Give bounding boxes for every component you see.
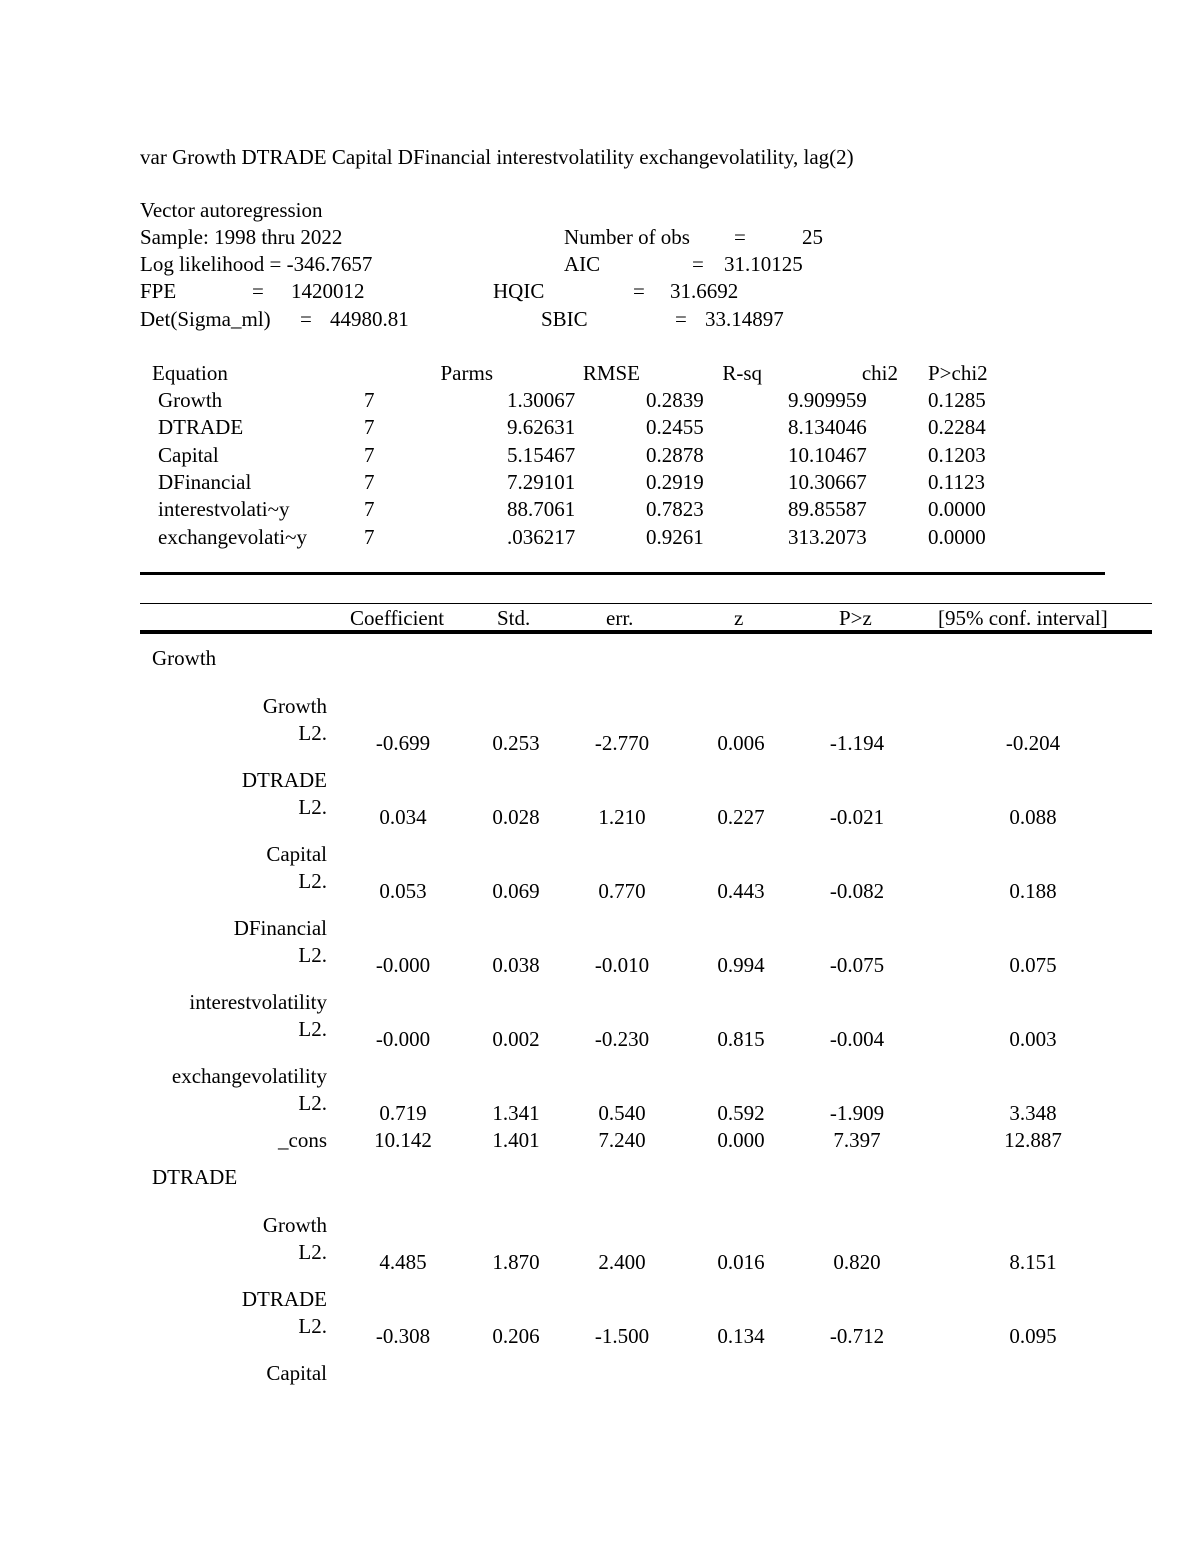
hqic-value: 31.6692 [670,279,739,303]
regressor-name: interestvolatility [189,990,327,1014]
sbic-eq: = [675,307,687,331]
coef-value: 7.240 [598,1128,646,1152]
coef-header-cell: err. [606,606,634,630]
equation-name: DTRADE [152,1165,238,1189]
coef-value: 7.397 [833,1128,881,1152]
eq-table-cell: 7 [364,442,375,467]
det-value: 44980.81 [330,307,409,331]
eq-table-cell: 0.2455 [646,415,704,440]
eq-table-row-name: DFinancial [158,469,252,494]
eq-table-cell: 8.134046 [788,415,867,440]
coef-value: 0.095 [1009,1324,1057,1348]
coef-value: 0.994 [717,953,765,977]
coef-header-cell: Std. [497,606,531,630]
coef-header-cell: Coefficient [350,606,445,630]
eq-table-cell: 0.1123 [928,469,985,494]
eq-table-header: Equation [152,361,228,385]
eq-table-row-name: interestvolati~y [158,497,290,522]
coef-value: 0.227 [717,805,765,829]
lag-label: L2. [298,869,327,893]
regressor-name: Capital [266,842,327,866]
eq-table-cell: 10.30667 [788,469,867,494]
eq-table-row-name: DTRADE [158,415,244,440]
coef-value: -2.770 [594,731,650,755]
coef-value: 0.006 [717,731,765,755]
eq-table-cell: 7 [364,469,375,494]
coef-value: 0.253 [492,731,540,755]
eq-table-cell: 7 [364,388,375,412]
eq-table-cell: 9.62631 [507,415,576,440]
eq-table-cell: 9.909959 [788,388,867,412]
lag-label: L2. [298,1091,327,1115]
nobs-value: 25 [802,225,823,249]
eq-table-cell: 0.1285 [928,388,986,412]
lag-label: L2. [298,1314,327,1338]
sample-period: Sample: 1998 thru 2022 [140,225,343,249]
eq-table-cell: 10.10467 [788,442,867,467]
det-label: Det(Sigma_ml) [140,307,271,331]
section-divider [140,572,1105,575]
coef-value: 0.443 [717,879,765,903]
coef-table-header-rule [140,630,1152,634]
eq-table-cell: 0.2878 [646,442,704,467]
coef-value: 0.028 [492,805,540,829]
fpe-value: 1420012 [291,279,365,303]
coef-value: 1.341 [492,1101,540,1125]
coef-value: -0.204 [1005,731,1061,755]
coef-value: 0.069 [492,879,540,903]
coef-value: -0.082 [829,879,885,903]
coef-header-cell: z [734,606,744,630]
coef-value: -0.075 [829,953,885,977]
coef-value: 0.053 [379,879,427,903]
eq-table-header: RMSE [582,361,640,385]
eq-table-cell: 0.7823 [646,497,704,522]
eq-table-cell: 0.1203 [928,442,986,467]
eq-table-cell: 1.30067 [507,388,576,412]
coef-value: 3.348 [1009,1101,1057,1125]
eq-table-row-name: Capital [158,442,219,467]
regressor-name: exchangevolatility [171,1064,327,1088]
coef-value: 0.034 [379,805,427,829]
coef-header-cell: [95% conf. interval] [938,606,1108,630]
hqic-label: HQIC [493,279,545,303]
command-line: var Growth DTRADE Capital DFinancial interestvolatility exchangevolatility, lag(2) [140,145,854,169]
coef-value: 1.870 [492,1250,540,1274]
coef-value: 0.075 [1009,953,1057,977]
eq-table-cell: 0.0000 [928,497,986,522]
coef-value: -1.194 [829,731,885,755]
coef-value: 0.038 [492,953,540,977]
eq-table-header: Parms [440,361,493,385]
coef-value: 0.719 [379,1101,427,1125]
coef-value: 0.188 [1009,879,1057,903]
regressor-name: DTRADE [241,1287,327,1311]
coef-value: 0.134 [717,1324,765,1348]
eq-table-cell: 0.2919 [646,469,704,494]
eq-table-row-name: exchangevolati~y [158,524,307,549]
coef-header-cell: P>z [839,606,872,630]
aic-value: 31.10125 [724,252,803,276]
coef-value: 10.142 [374,1128,432,1152]
eq-table-cell: 7.29101 [507,469,576,494]
coef-value: -1.909 [829,1101,885,1125]
coef-value: -1.500 [594,1324,650,1348]
coef-value: 1.210 [598,805,646,829]
coef-value: 12.887 [1004,1128,1062,1152]
coef-table-top-rule [140,603,1152,604]
eq-table-cell: 0.9261 [646,524,704,549]
eq-table-header: P>chi2 [928,361,988,385]
coef-value: -0.699 [375,731,431,755]
eq-table-header: chi2 [861,361,898,385]
eq-table-cell: 313.2073 [788,524,867,549]
eq-table-cell: .036217 [507,524,576,549]
coef-value: 0.002 [492,1027,540,1051]
eq-table-cell: 5.15467 [507,442,576,467]
cons-label: _cons [278,1128,327,1152]
coef-value: -0.000 [375,1027,431,1051]
coef-value: 0.592 [717,1101,765,1125]
lag-label: L2. [298,721,327,745]
sbic-label: SBIC [541,307,588,331]
regressor-name: DFinancial [233,916,327,940]
eq-table-row-name: Growth [158,388,223,412]
lag-label: L2. [298,1017,327,1041]
coef-value: 2.400 [598,1250,646,1274]
coef-value: 0.540 [598,1101,646,1125]
aic-eq: = [692,252,704,276]
eq-table-cell: 0.0000 [928,524,986,549]
eq-table-cell: 0.2839 [646,388,704,412]
coef-value: 4.485 [379,1250,427,1274]
coef-value: 0.820 [833,1250,881,1274]
fpe-eq: = [252,279,264,303]
coef-value: -0.000 [375,953,431,977]
fpe-label: FPE [140,279,177,303]
log-likelihood: Log likelihood = -346.7657 [140,252,373,276]
coef-value: 8.151 [1009,1250,1057,1274]
coef-value: -0.308 [375,1324,431,1348]
coef-value: 0.000 [717,1128,765,1152]
nobs-eq: = [734,225,746,249]
regressor-name: Growth [262,694,327,718]
output-title: Vector autoregression [140,198,323,222]
coef-value: 0.016 [717,1250,765,1274]
coef-value: -0.712 [829,1324,885,1348]
eq-table-cell: 7 [364,415,375,440]
det-eq: = [300,307,312,331]
sbic-value: 33.14897 [705,307,784,331]
nobs-label: Number of obs [564,225,690,249]
lag-label: L2. [298,943,327,967]
coef-value: -0.004 [829,1027,885,1051]
aic-label: AIC [564,252,601,276]
eq-table-cell: 7 [364,497,375,522]
regressor-name: Growth [262,1213,327,1237]
equation-name: Growth [152,646,217,670]
coef-value: 0.770 [598,879,646,903]
coef-value: -0.021 [829,805,885,829]
coef-value: -0.010 [594,953,650,977]
eq-table-cell: 89.85587 [788,497,867,522]
hqic-eq: = [633,279,645,303]
coef-value: 0.206 [492,1324,540,1348]
eq-table-cell: 0.2284 [928,415,986,440]
lag-label: L2. [298,1240,327,1264]
coef-value: 1.401 [492,1128,540,1152]
regressor-name: Capital [266,1361,327,1385]
eq-table-cell: 88.7061 [507,497,576,522]
coef-value: 0.815 [717,1027,765,1051]
eq-table-header: R-sq [722,361,762,385]
eq-table-cell: 7 [364,524,375,549]
regressor-name: DTRADE [241,768,327,792]
lag-label: L2. [298,795,327,819]
coef-value: -0.230 [594,1027,650,1051]
coef-value: 0.003 [1009,1027,1057,1051]
coef-value: 0.088 [1009,805,1057,829]
